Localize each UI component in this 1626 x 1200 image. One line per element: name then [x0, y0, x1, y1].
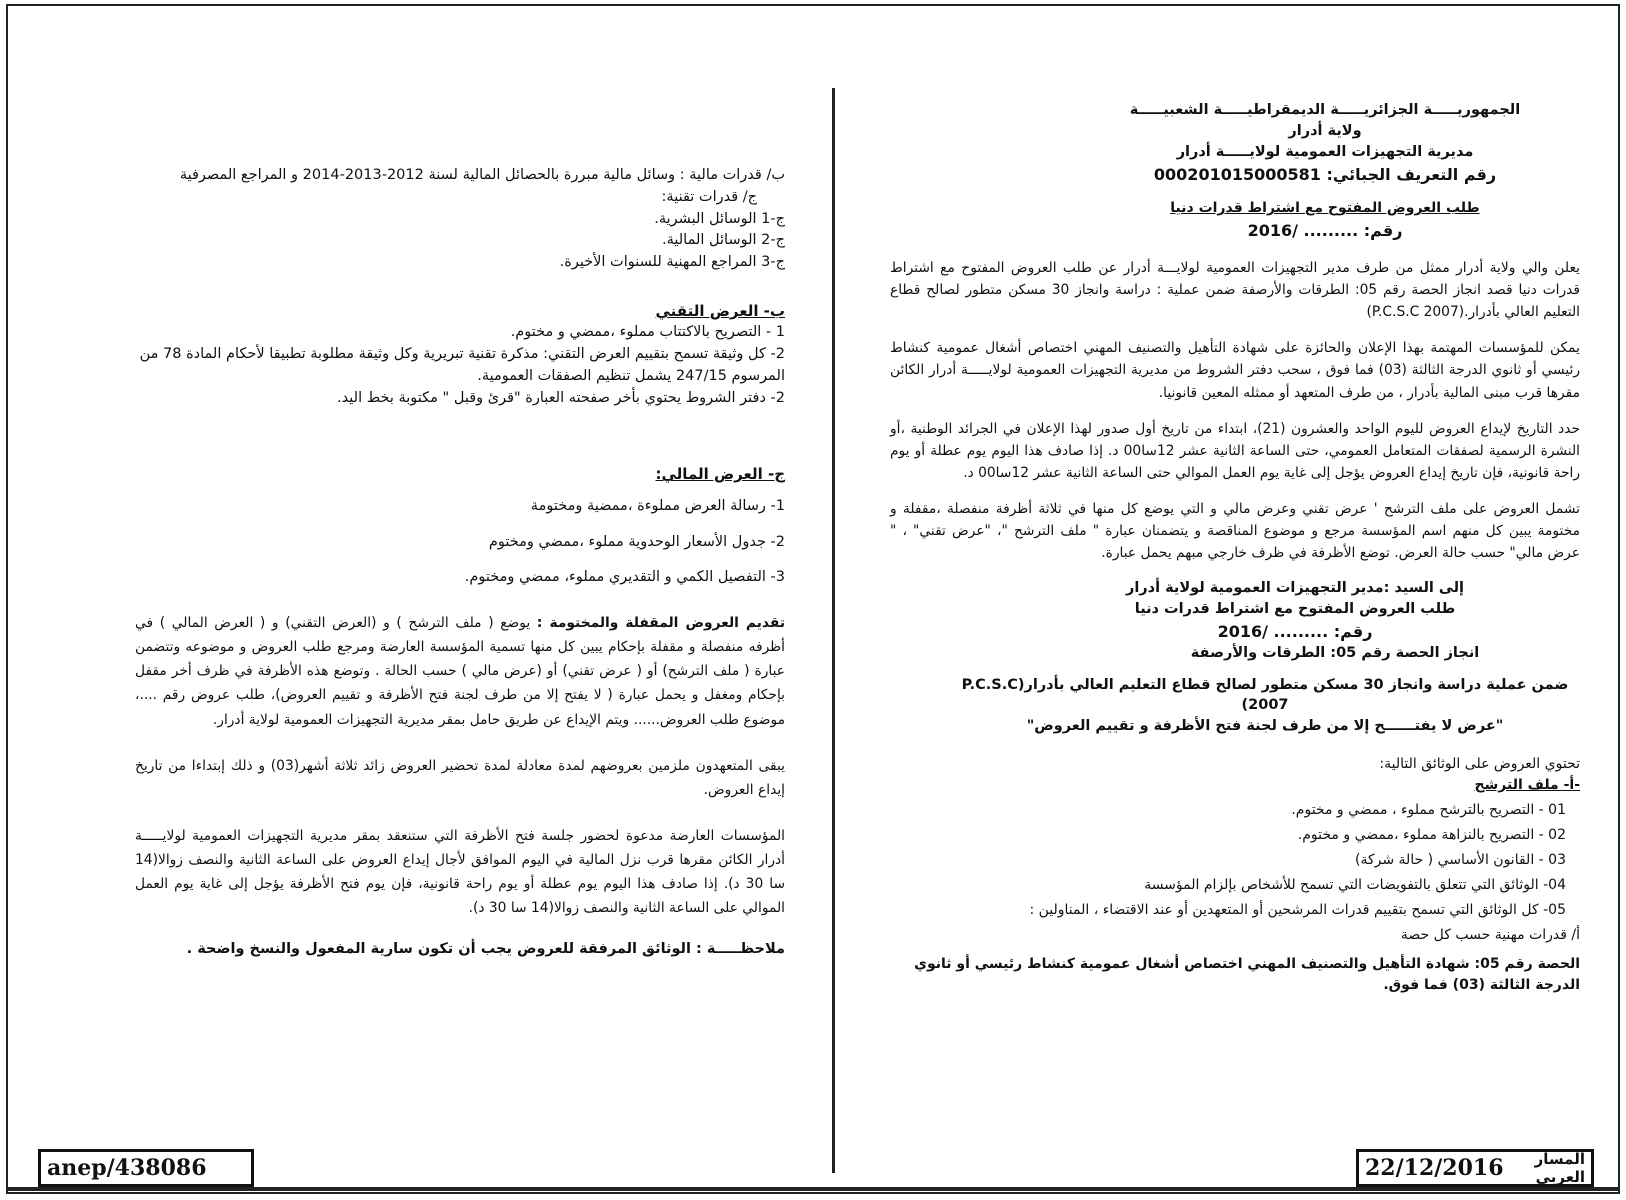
list-item: 05- كل الوثائق التي تسمح بتقييم قدرات المرشحين أو المتعهدين أو عند الاقتضاء ، المناولين :	[1029, 901, 1566, 918]
ad-reference: anep/438086	[47, 1155, 207, 1181]
envelope-address	[890, 578, 1580, 643]
financial-capacity: ب/ قدرات مالية : وسائل مالية مبررة بالحصائل المالية لسنة 2012-2013-2014 و المراجع المصرفية	[179, 167, 785, 183]
publication-name: المسار العربي	[1534, 1150, 1585, 1186]
lot-qualification-note: الحصة رقم 05: شهادة التأهيل والتصنيف المهني اختصاص أشغال عمومية كنشاط رئيسي أو ثانوي الدرجة الثالثة (03) فما فوق.	[914, 955, 1580, 993]
list-item: 1- رسالة العرض مملوءة ،ممضية ومختومة	[530, 497, 785, 514]
directorate-line: مديرية التجهيزات العمومية لولايـــــة أدرار	[1176, 144, 1474, 161]
list-item: 3- التفصيل الكمي و التقديري مملوء، ممضي ومختوم.	[464, 569, 785, 586]
column-divider	[832, 88, 835, 1173]
technical-capacity: ج/ قدرات تقنية:	[661, 188, 757, 205]
tender-number: رقم: ......... /2016	[1247, 221, 1403, 241]
lot-quote: "عرض لا يفتــــــح إلا من طرف لجنة فتح الأظرفة و تقييم العروض"	[1026, 717, 1504, 734]
financial-offer-heading: ج- العرض المالي:	[655, 465, 785, 484]
submission-paragraph	[135, 611, 785, 732]
note: ملاحظـــــة : الوثائق المرفقة للعروض يجب أن تكون سارية المفعول والنسخ واضحة .	[186, 940, 785, 957]
file-items-list	[890, 800, 1566, 921]
professional-capacity-item: أ/ قدرات مهنية حسب كل حصة	[1400, 926, 1580, 943]
list-item: 2- دفتر الشروط يحتوي بأخر صفحته العبارة "قرئ وقبل " مكتوبة بخط اليد.	[337, 389, 785, 406]
tender-title-block	[890, 198, 1580, 243]
envelopes-paragraph: تشمل العروض على ملف الترشح ' عرض تقني وعرض مالي و التي يوضع كل منها في ثلاثة أظرفة منفصلة ،مقفلة و مختومة يبين كل منهم اسم المؤسسة مرجع و موضوع المناقصة و يتضمنان عبارة " ملف الترشح "، "عرض تقني" ، " عرض مالي" حسب حالة العرض. توضع الأظرفة في ظرف خارجي مبهم يحمل عبارة.	[890, 500, 1580, 561]
address-line-3: رقم: ......... /2016	[1217, 622, 1373, 642]
list-item: ج-2 الوسائل المالية.	[662, 232, 785, 249]
document-header	[890, 100, 1580, 186]
lot-details	[890, 675, 1580, 736]
publication-date: 22/12/2016	[1365, 1155, 1504, 1181]
list-item: ج-3 المراجع المهنية للسنوات الأخيرة.	[559, 254, 785, 270]
announcement-paragraph: يعلن والي ولاية أدرار ممثل من طرف مدير التجهيزات العمومية لولايـــة أدرار عن طلب العروض المفتوح مع اشتراط قدرات دنيا قصد انجاز الحصة رقم 05: الطرقات والأرصفة ضمن عملية : دراسة وانجاز 30 مسكن متطور لصالح قطاع التعليم العالي بأدرار.(P.C.S.C 2007)	[890, 260, 1581, 321]
lot-heading: انجاز الحصة رقم 05: الطرقات والأرصفة	[1190, 645, 1480, 662]
publication-box	[1356, 1149, 1594, 1187]
list-item: 2- كل وثيقة تسمح بتقييم العرض التقني: مذكرة تقنية تبريرية وكل وثيقة مطلوبة تطبيقا لأحكام المادة 78 من المرسوم 247/15 يشمل تنظيم الصفقات العمومية.	[139, 346, 785, 384]
deadline-paragraph: حدد التاريخ لإيداع العروض لليوم الواحد والعشرون (21)، ابتداء من تاريخ أول صدور لهذا الإعلان في الجرائد الوطنية ،أو النشرة الرسمية لصفقات المتعامل العمومي، حتى الساعة الثانية عشر 12سا00 د. إذا صادف هذا اليوم يوم عطلة أو يوم راحة قانونية، فإن تاريخ إيداع العروض يؤجل إلى غاية يوم العمل الموالي حتى الساعة الثانية عشر 12سا00 د.	[890, 420, 1580, 481]
tax-id: رقم التعريف الجبائي: 000201015000581	[1153, 165, 1497, 185]
right-column	[890, 100, 1580, 996]
wilaya-line: ولاية أدرار	[1288, 123, 1362, 140]
file-heading: -أ- ملف الترشح	[1474, 776, 1580, 793]
tender-title: طلب العروض المفتوح مع اشتراط قدرات دنيا	[1170, 200, 1480, 217]
list-item: 2- جدول الأسعار الوحدوية مملوء ،ممضي ومختوم	[488, 533, 785, 550]
list-item: 1 - التصريح بالاكتتاب مملوء ،ممضي و مختوم.	[510, 324, 785, 341]
list-item: 01 - التصريح بالترشح مملوء ، ممضي و مختوم.	[1291, 801, 1566, 818]
submission-text: يوضع ( ملف الترشح ) و (العرض التقني) و ( العرض المالي ) في أظرفه منفصلة و مقفلة بإحكام يبين كل منها تسمية المؤسسة العارضة ومرجع طلب العروض و موضوعه وتتضمن عبارة ( ملف الترشح) أو ( عرض تقني) أو (عرض مالي ) حسب الحالة . وتوضع هذه الأظرفة في ظرف أخر مقفل بإحكام ومغفل و يحمل عبارة ( لا يفتح إلا من طرف لجنة فتح الأظرفة و تقييم العروض)، طلب عروض رقم ....، موضوع طلب العروض...... ويتم الإيداع عن طريق حامل بمقر مديرية التجهيزات العمومية لولاية أدرار.	[135, 615, 785, 728]
eligibility-paragraph: يمكن للمؤسسات المهتمة بهذا الإعلان والحائزة على شهادة التأهيل والتصنيف المهني اختصاص أشغال عمومية كنشاط رئيسي أو ثانوي الدرجة الثالثة (03) فما فوق ، سحب دفتر الشروط من مديرية التجهيزات العمومية لولايـــــة أدرار الكائن مقرها قرب مبنى المالية بأدرار ، من طرف المتعهد أو ممثله المعين قانونيا.	[890, 340, 1580, 401]
technical-offer-heading: ب- العرض التقني	[655, 301, 785, 320]
address-line-1: إلى السيد :مدير التجهيزات العمومية لولاية أدرار	[1125, 579, 1465, 596]
left-column	[135, 165, 785, 960]
list-item: 02 - التصريح بالنزاهة مملوء ،ممضي و مختوم.	[1297, 826, 1566, 843]
address-line-2: طلب العروض المفتوح مع اشتراط قدرات دنيا	[1134, 601, 1456, 617]
list-item: 04- الوثائق التي تتعلق بالتفويضات التي تسمح للأشخاص بإلزام المؤسسة	[1144, 876, 1566, 893]
opening-paragraph: المؤسسات العارضة مدعوة لحضور جلسة فتح الأظرفة التي ستنعقد بمقر مديرية التجهيزات العمومية لولايـــــة أدرار الكائن مقرها قرب نزل المالية في اليوم الموافق لأجال إيداع العروض على الساعة الثانية والنصف زوالا(14 سا 30 د). إذا صادف هذا اليوم يوم عطلة أو يوم راحة قانونية، فإن يوم فتح الأظرفة يؤجل إلى غاية يوم العمل الموالي على الساعة الثانية والنصف زوالا(14 سا 30 د).	[135, 827, 786, 917]
list-item: 03 - القانون الأساسي ( حالة شركة)	[1354, 851, 1566, 868]
republic-line: الجمهوريـــــة الجزائريـــــة الديمقراطيـــــة الشعبيـــــة	[1129, 102, 1521, 118]
bottom-rule	[8, 1187, 1618, 1191]
contents-heading: تحتوي العروض على الوثائق التالية:	[1379, 755, 1580, 772]
ad-reference-box	[38, 1149, 254, 1187]
validity-paragraph: يبقى المتعهدون ملزمين بعروضهم لمدة معادلة لمدة تحضير العروض زائد ثلاثة أشهر(03) و ذلك إبتداءا من تاريخ إيداع العروض.	[135, 757, 785, 798]
submission-lead: تقديم العروض المقفلة والمختومة :	[536, 615, 785, 631]
list-item: ج-1 الوسائل البشرية.	[654, 210, 785, 227]
lot-operation: ضمن عملية دراسة وانجاز 30 مسكن متطور لصالح قطاع التعليم العالي بأدرار(P.C.S.C 2007)	[961, 676, 1569, 714]
